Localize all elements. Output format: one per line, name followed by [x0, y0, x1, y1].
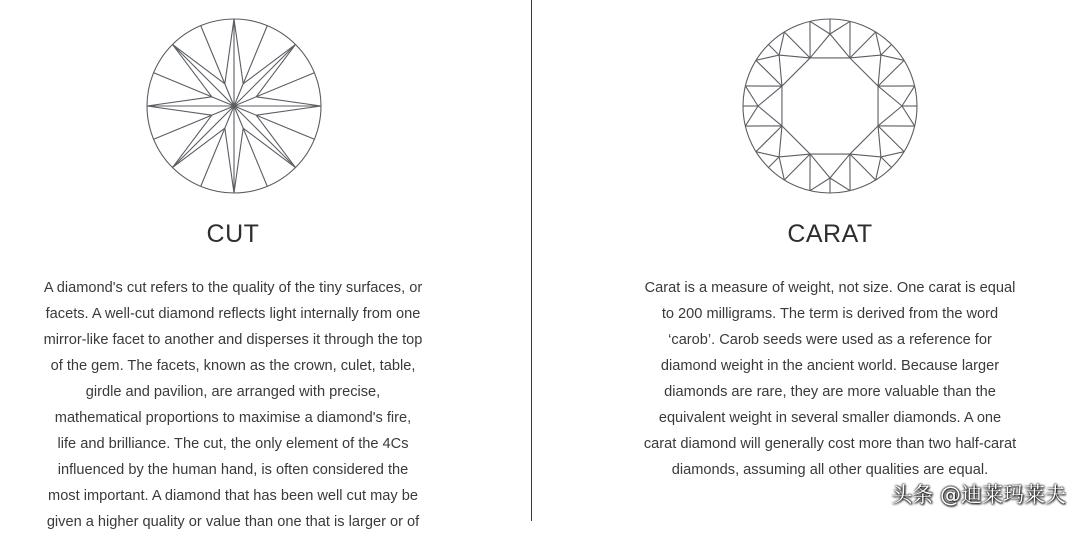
star-facet-line — [779, 154, 810, 157]
upper-girdle-facet-line — [878, 60, 904, 86]
cut-line: of the gem. The facets, known as the crown, culet, table, — [40, 353, 426, 379]
pavilion-facet-line — [172, 44, 234, 106]
star-facet-line — [850, 55, 881, 58]
carat-line: Carat is a measure of weight, not size. One carat is equal — [636, 275, 1024, 301]
pavilion-facet-line — [147, 97, 212, 106]
cut-line: mirror-like facet to another and disperses it through the top — [40, 327, 426, 353]
star-facet-line — [779, 126, 782, 157]
carat-line: diamond weight in the ancient world. Because larger — [636, 353, 1024, 379]
cut-title: CUT — [0, 220, 466, 249]
carat-section — [532, 0, 1080, 521]
star-facet-line — [830, 154, 850, 178]
carat-description — [636, 275, 1024, 483]
bezel-facet-line — [768, 44, 779, 55]
pavilion-facet-line — [172, 106, 234, 168]
star-facet-line — [878, 126, 881, 157]
carat-line: diamonds, assuming all other qualities are equal. — [636, 457, 1024, 483]
cut-description — [40, 275, 426, 535]
star-facet-line — [758, 106, 782, 126]
cut-line: girdle and pavilion, are arranged with precise, — [40, 379, 426, 405]
star-facet-line — [878, 86, 902, 106]
cut-section — [0, 0, 531, 521]
upper-girdle-facet-line — [830, 178, 850, 191]
star-facet-line — [758, 86, 782, 106]
upper-girdle-facet-line — [878, 126, 904, 152]
carat-line: equivalent weight in several smaller diamonds. A one — [636, 405, 1024, 431]
upper-girdle-facet-line — [745, 86, 758, 106]
upper-girdle-facet-line — [784, 32, 810, 58]
cut-line: given a higher quality or value than one that is larger or of — [40, 509, 426, 535]
upper-girdle-facet-line — [745, 106, 758, 126]
upper-girdle-facet-line — [850, 32, 876, 58]
pavilion-facet-line — [256, 97, 321, 106]
pavilion-facet-line — [234, 19, 243, 84]
upper-girdle-facet-line — [784, 154, 810, 180]
cut-line: influenced by the human hand, is often considered the — [40, 457, 426, 483]
cut-line: facets. A well-cut diamond reflects light internally from one — [40, 301, 426, 327]
pavilion-facet-line — [234, 128, 243, 193]
upper-girdle-facet-line — [902, 106, 915, 126]
upper-girdle-facet-line — [902, 86, 915, 106]
carat-title: CARAT — [532, 220, 1080, 249]
pavilion-facet-line — [225, 128, 234, 193]
star-facet-line — [779, 55, 782, 86]
star-facet-line — [779, 55, 810, 58]
pavilion-facet-line — [234, 106, 296, 168]
watermark: 头条 @迪莱玛莱夫 — [891, 479, 1066, 509]
pavilion-facet-line — [256, 106, 321, 115]
diamond-pavilion-icon — [146, 18, 322, 194]
table-facet — [782, 58, 878, 154]
cut-line: mathematical proportions to maximise a diamond's fire, — [40, 405, 426, 431]
pavilion-facet-line — [225, 19, 234, 84]
cut-line: A diamond's cut refers to the quality of the tiny surfaces, or — [40, 275, 426, 301]
star-facet-line — [810, 34, 830, 58]
upper-girdle-facet-line — [810, 21, 830, 34]
upper-girdle-facet-line — [756, 126, 782, 152]
bezel-facet-line — [768, 157, 779, 168]
diamond-crown-icon — [742, 18, 918, 194]
upper-girdle-facet-line — [830, 21, 850, 34]
carat-line: diamonds are rare, they are more valuable than the — [636, 379, 1024, 405]
pavilion-facet-line — [147, 106, 212, 115]
star-facet-line — [878, 106, 902, 126]
upper-girdle-facet-line — [850, 154, 876, 180]
carat-line: carat diamond will generally cost more than two half-carat — [636, 431, 1024, 457]
upper-girdle-facet-line — [810, 178, 830, 191]
star-facet-line — [830, 34, 850, 58]
carat-line: ‘carob’. Carob seeds were used as a reference for — [636, 327, 1024, 353]
cut-line: most important. A diamond that has been well cut may be — [40, 483, 426, 509]
carat-line: to 200 milligrams. The term is derived from the word — [636, 301, 1024, 327]
pavilion-facet-line — [234, 44, 296, 106]
star-facet-line — [810, 154, 830, 178]
bezel-facet-line — [881, 44, 892, 55]
star-facet-line — [878, 55, 881, 86]
upper-girdle-facet-line — [756, 60, 782, 86]
cut-line: life and brilliance. The cut, the only element of the 4Cs — [40, 431, 426, 457]
star-facet-line — [850, 154, 881, 157]
bezel-facet-line — [881, 157, 892, 168]
